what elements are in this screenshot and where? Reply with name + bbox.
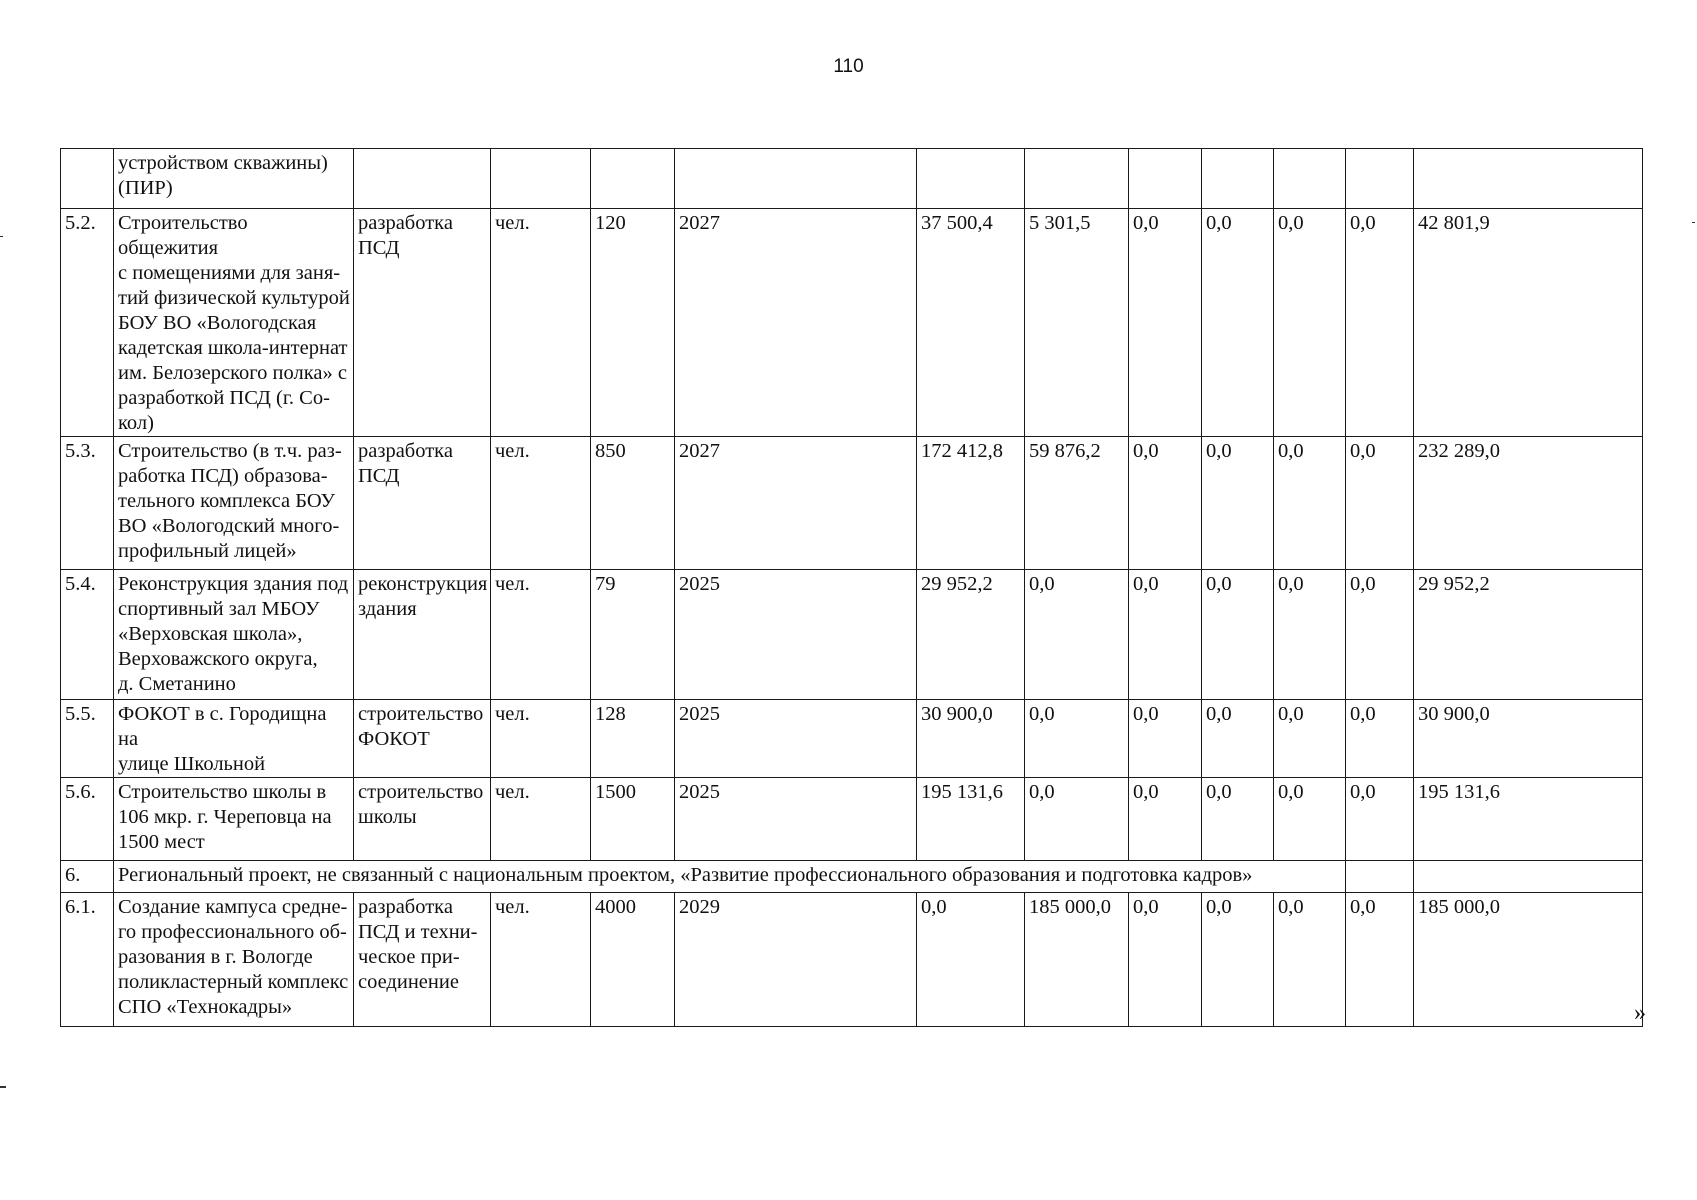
amount-6-cell: 0,0 bbox=[1346, 570, 1414, 700]
unit-cell: чел. bbox=[491, 209, 591, 437]
closing-quote: » bbox=[1634, 1000, 1646, 1026]
amount-1-cell: 0,0 bbox=[917, 893, 1025, 1027]
work-type-cell: реконструкция здания bbox=[354, 570, 491, 700]
amount-5-cell: 0,0 bbox=[1274, 209, 1346, 437]
amount-1-cell: 29 952,2 bbox=[917, 570, 1025, 700]
amount-5-cell: 0,0 bbox=[1274, 893, 1346, 1027]
capacity-cell: 128 bbox=[591, 700, 675, 778]
amount-4-cell: 0,0 bbox=[1202, 209, 1274, 437]
amount-5-cell: 0,0 bbox=[1274, 570, 1346, 700]
amount-1-cell bbox=[917, 149, 1025, 209]
row-number-cell bbox=[61, 149, 114, 209]
amount-5-cell: 0,0 bbox=[1274, 700, 1346, 778]
table-row bbox=[61, 700, 1643, 778]
table-row bbox=[61, 570, 1643, 700]
total-cell: 195 131,6 bbox=[1414, 778, 1643, 861]
year-cell: 2025 bbox=[675, 700, 917, 778]
work-type-cell: разработка ПСД bbox=[354, 209, 491, 437]
object-name-cell: устройством скважины) (ПИР) bbox=[114, 149, 354, 209]
row-number-cell: 5.4. bbox=[61, 570, 114, 700]
work-type-cell: разработка ПСД bbox=[354, 437, 491, 570]
amount-2-cell: 0,0 bbox=[1025, 778, 1129, 861]
page-number: 110 bbox=[833, 56, 864, 77]
amount-4-cell bbox=[1202, 149, 1274, 209]
section-number: 6. bbox=[61, 861, 114, 893]
amount-2-cell: 185 000,0 bbox=[1025, 893, 1129, 1027]
total-cell: 42 801,9 bbox=[1414, 209, 1643, 437]
table-row bbox=[61, 893, 1643, 1027]
amount-4-cell: 0,0 bbox=[1202, 778, 1274, 861]
amount-2-cell: 5 301,5 bbox=[1025, 209, 1129, 437]
margin-mark bbox=[0, 1086, 6, 1088]
budget-table bbox=[60, 148, 1643, 1027]
unit-cell: чел. bbox=[491, 778, 591, 861]
amount-1-cell: 195 131,6 bbox=[917, 778, 1025, 861]
amount-5-cell bbox=[1274, 149, 1346, 209]
amount-6-cell: 0,0 bbox=[1346, 437, 1414, 570]
amount-2-cell bbox=[1025, 149, 1129, 209]
amount-6-cell: 0,0 bbox=[1346, 893, 1414, 1027]
work-type-cell bbox=[354, 149, 491, 209]
amount-5-cell: 0,0 bbox=[1274, 778, 1346, 861]
table-row bbox=[61, 209, 1643, 437]
amount-1-cell: 37 500,4 bbox=[917, 209, 1025, 437]
work-type-cell: строительство школы bbox=[354, 778, 491, 861]
amount-3-cell bbox=[1129, 149, 1202, 209]
margin-mark bbox=[0, 236, 3, 237]
object-name-cell: Строительство общежития с помещениями для заня- тий физической культурой БОУ ВО «Вологодская кадетская школа-интернат им. Белозерского полка» с разработкой ПСД (г. Со- кол) bbox=[114, 209, 354, 437]
amount-2-cell: 0,0 bbox=[1025, 570, 1129, 700]
year-cell bbox=[675, 149, 917, 209]
row-number-cell: 5.5. bbox=[61, 700, 114, 778]
work-type-cell: строительство ФОКОТ bbox=[354, 700, 491, 778]
amount-1-cell: 30 900,0 bbox=[917, 700, 1025, 778]
unit-cell bbox=[491, 149, 591, 209]
amount-3-cell: 0,0 bbox=[1129, 437, 1202, 570]
amount-6-cell: 0,0 bbox=[1346, 778, 1414, 861]
total-cell: 30 900,0 bbox=[1414, 700, 1643, 778]
total-cell: 232 289,0 bbox=[1414, 437, 1643, 570]
amount-4-cell: 0,0 bbox=[1202, 570, 1274, 700]
year-cell: 2025 bbox=[675, 778, 917, 861]
amount-1-cell: 172 412,8 bbox=[917, 437, 1025, 570]
year-cell: 2027 bbox=[675, 437, 917, 570]
row-number-cell: 5.3. bbox=[61, 437, 114, 570]
capacity-cell: 850 bbox=[591, 437, 675, 570]
row-number-cell: 5.2. bbox=[61, 209, 114, 437]
empty-cell bbox=[1346, 861, 1414, 893]
amount-3-cell: 0,0 bbox=[1129, 570, 1202, 700]
total-cell: 185 000,0 bbox=[1414, 893, 1643, 1027]
table-row bbox=[61, 778, 1643, 861]
unit-cell: чел. bbox=[491, 570, 591, 700]
capacity-cell bbox=[591, 149, 675, 209]
capacity-cell: 4000 bbox=[591, 893, 675, 1027]
amount-6-cell: 0,0 bbox=[1346, 700, 1414, 778]
year-cell: 2027 bbox=[675, 209, 917, 437]
amount-6-cell: 0,0 bbox=[1346, 209, 1414, 437]
object-name-cell: ФОКОТ в с. Городищна на улице Школьной bbox=[114, 700, 354, 778]
amount-4-cell: 0,0 bbox=[1202, 893, 1274, 1027]
object-name-cell: Создание кампуса средне- го профессионального об- разования в г. Вологде поликластерный комплекс СПО «Технокадры» bbox=[114, 893, 354, 1027]
object-name-cell: Реконструкция здания под спортивный зал МБОУ «Верховская школа», Верховажского округа, д. Сметанино bbox=[114, 570, 354, 700]
section-title: Региональный проект, не связанный с национальным проектом, «Развитие профессионального образования и подготовка кадров» bbox=[114, 861, 1346, 893]
amount-4-cell: 0,0 bbox=[1202, 700, 1274, 778]
total-cell bbox=[1414, 149, 1643, 209]
amount-3-cell: 0,0 bbox=[1129, 893, 1202, 1027]
capacity-cell: 1500 bbox=[591, 778, 675, 861]
amount-4-cell: 0,0 bbox=[1202, 437, 1274, 570]
table-row bbox=[61, 437, 1643, 570]
unit-cell: чел. bbox=[491, 893, 591, 1027]
total-cell: 29 952,2 bbox=[1414, 570, 1643, 700]
unit-cell: чел. bbox=[491, 700, 591, 778]
object-name-cell: Строительство школы в 106 мкр. г. Череповца на 1500 мест bbox=[114, 778, 354, 861]
capacity-cell: 79 bbox=[591, 570, 675, 700]
capacity-cell: 120 bbox=[591, 209, 675, 437]
amount-3-cell: 0,0 bbox=[1129, 700, 1202, 778]
amount-3-cell: 0,0 bbox=[1129, 209, 1202, 437]
margin-mark bbox=[1692, 222, 1695, 223]
amount-3-cell: 0,0 bbox=[1129, 778, 1202, 861]
row-number-cell: 5.6. bbox=[61, 778, 114, 861]
row-number-cell: 6.1. bbox=[61, 893, 114, 1027]
table-row bbox=[61, 149, 1643, 209]
year-cell: 2025 bbox=[675, 570, 917, 700]
empty-cell bbox=[1414, 861, 1643, 893]
section-row bbox=[61, 861, 1643, 893]
amount-5-cell: 0,0 bbox=[1274, 437, 1346, 570]
work-type-cell: разработка ПСД и техни- ческое при- соединение bbox=[354, 893, 491, 1027]
year-cell: 2029 bbox=[675, 893, 917, 1027]
unit-cell: чел. bbox=[491, 437, 591, 570]
object-name-cell: Строительство (в т.ч. раз- работка ПСД) образова- тельного комплекса БОУ ВО «Вологодский много- профильный лицей» bbox=[114, 437, 354, 570]
amount-2-cell: 0,0 bbox=[1025, 700, 1129, 778]
amount-6-cell bbox=[1346, 149, 1414, 209]
amount-2-cell: 59 876,2 bbox=[1025, 437, 1129, 570]
